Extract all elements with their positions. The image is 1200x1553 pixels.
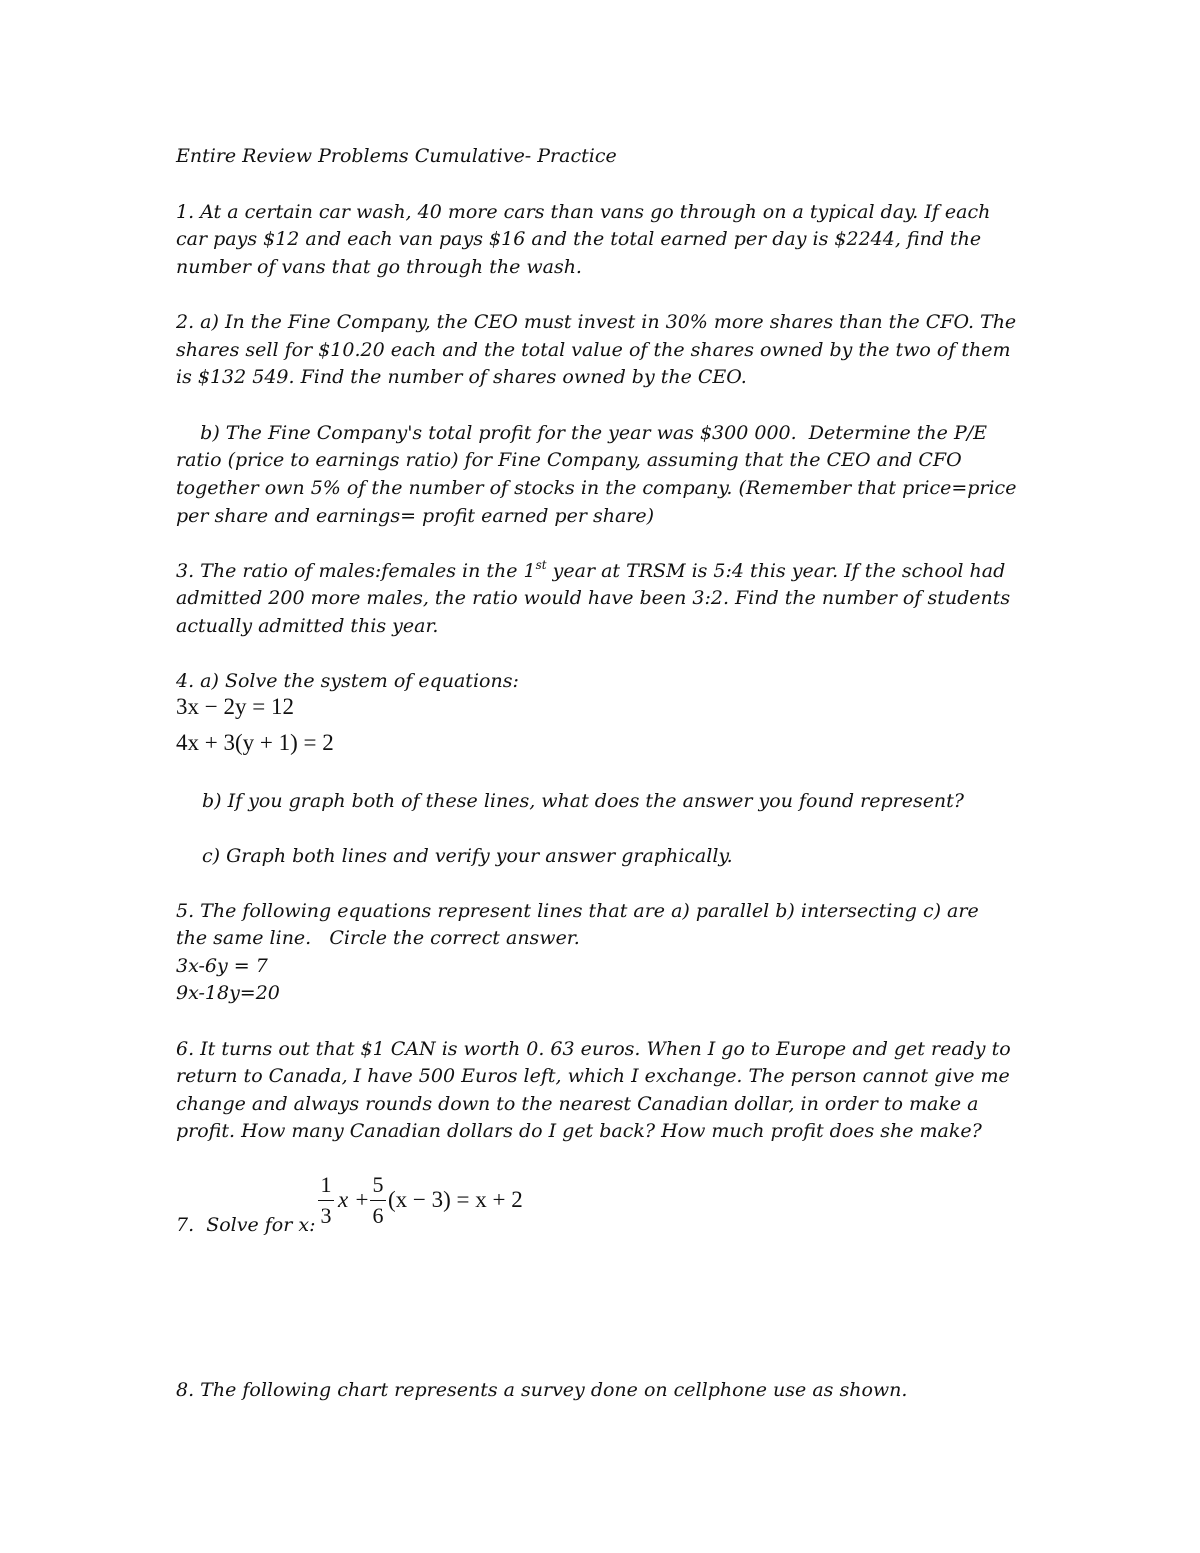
document-title: Entire Review Problems Cumulative- Practice — [176, 145, 617, 167]
q1-line-3: number of vans that go through the wash. — [176, 256, 582, 278]
q2a-line-3: is $132 549. Find the number of shares owned by the CEO. — [176, 366, 747, 388]
q8-line-1: 8. The following chart represents a survey done on cellphone use as shown. — [176, 1379, 908, 1401]
q3-line-2: admitted 200 more males, the ratio would have been 3:2. Find the number of students — [176, 587, 1011, 609]
q3-ordinal-suffix: st — [535, 558, 547, 572]
q7-fraction-2-denominator: 6 — [372, 1203, 384, 1228]
q6-line-2: return to Canada, I have 500 Euros left, which I exchange. The person cannot give me — [176, 1065, 1010, 1087]
q2a-line-1: 2. a) In the Fine Company, the CEO must invest in 30% more shares than the CFO. The — [176, 311, 1017, 333]
q7-fraction-1-denominator: 3 — [320, 1203, 332, 1228]
q7-fraction-1-numerator: 1 — [320, 1172, 332, 1197]
q5-equation-2: 9x-18y=20 — [176, 982, 280, 1004]
q7-term-x-plus — [338, 1186, 369, 1214]
q5-equation-1: 3x-6y = 7 — [176, 955, 268, 977]
q3-line-3: actually admitted this year. — [176, 615, 439, 637]
q4-equation-2: 4x + 3(y + 1) = 2 — [176, 730, 334, 755]
q7-label: 7. Solve for x: — [176, 1214, 316, 1236]
q4-part-b: b) If you graph both of these lines, what does the answer you found represent? — [202, 790, 964, 812]
q5-line-2: the same line. Circle the correct answer. — [176, 927, 580, 949]
q2a-line-2: shares sell for $10.20 each and the total value of the shares owned by the two of them — [176, 339, 1011, 361]
q3-line-1 — [176, 557, 1005, 585]
q2b-line-2: ratio (price to earnings ratio) for Fine Company, assuming that the CEO and CFO — [176, 449, 962, 471]
q3-line-1-pre: 3. The ratio of males:females in the 1 — [176, 560, 536, 582]
q7-fraction-2-numerator: 5 — [372, 1172, 384, 1197]
q4-equation-1: 3x − 2y = 12 — [176, 694, 294, 719]
q6-line-3: change and always rounds down to the nearest Canadian dollar, in order to make a — [176, 1093, 979, 1115]
q7-term-x-plus-text: x + — [338, 1187, 370, 1212]
q2b-line-4: per share and earnings= profit earned per share) — [176, 505, 655, 527]
q4-line-1: 4. a) Solve the system of equations: — [176, 670, 519, 692]
q7-fraction-1-bar — [318, 1200, 334, 1201]
q6-line-1: 6. It turns out that $1 CAN is worth 0. 63 euros. When I go to Europe and get ready to — [176, 1038, 1011, 1060]
q1-line-1: 1. At a certain car wash, 40 more cars than vans go through on a typical day. If each — [176, 201, 991, 223]
q5-line-1: 5. The following equations represent lines that are a) parallel b) intersecting c) are — [176, 900, 979, 922]
q6-line-4: profit. How many Canadian dollars do I get back? How much profit does she make? — [176, 1120, 982, 1142]
q3-line-1-post: year at TRSM is 5:4 this year. If the school had — [546, 560, 1006, 582]
q7-fraction-2-bar — [370, 1200, 386, 1201]
q4-part-c: c) Graph both lines and verify your answer graphically. — [202, 845, 733, 867]
q1-line-2: car pays $12 and each van pays $16 and the total earned per day is $2244, find the — [176, 228, 982, 250]
q2b-line-1: b) The Fine Company's total profit for the year was $300 000. Determine the P/E — [176, 422, 987, 444]
q7-term-rest: (x − 3) = x + 2 — [388, 1187, 523, 1212]
q2b-line-3: together own 5% of the number of stocks in the company. (Remember that price=price — [176, 477, 1017, 499]
